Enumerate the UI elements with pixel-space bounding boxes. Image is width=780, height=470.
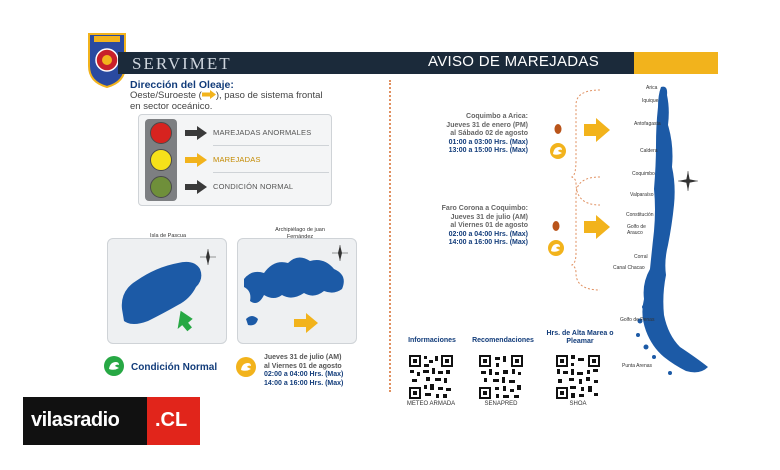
watermark-name: vilasradio xyxy=(31,409,120,431)
yellow-light-icon xyxy=(150,149,172,171)
yellow-arrow-icon xyxy=(584,118,610,142)
isla-de-pascua-map xyxy=(108,239,228,345)
qr-heading: Informaciones xyxy=(408,337,456,344)
juan-fernandez-schedule xyxy=(264,354,343,388)
zone-line: Jueves 31 de julio (AM) xyxy=(450,213,528,221)
city-label: Canal Chacao xyxy=(613,265,645,271)
traffic-light-icon xyxy=(145,119,177,201)
city-label: Punta Arenas xyxy=(622,363,653,369)
green-arrow-icon xyxy=(170,308,197,335)
yellow-arrow-icon xyxy=(185,153,207,167)
card-isla-de-pascua xyxy=(107,233,227,344)
buoy-marker-icon xyxy=(553,221,560,231)
city-label: Valparaíso xyxy=(630,192,654,198)
dark-arrow-icon xyxy=(185,126,207,140)
wave-swell-icon xyxy=(236,357,256,377)
qr-heading: Hrs. de Alta Marea o Pleamar xyxy=(546,330,614,345)
city-label: Coquimbo xyxy=(632,171,655,177)
legend-item-anormales xyxy=(185,125,327,141)
city-label: Arica xyxy=(646,85,658,91)
city-label: Iquique xyxy=(642,98,659,104)
city-label: Antofagasta xyxy=(634,121,661,127)
schedule-line: 14:00 a 16:00 Hrs. (Max) xyxy=(264,379,344,387)
city-label: Caldera xyxy=(640,148,658,154)
legend-label: MAREJADAS ANORMALES xyxy=(213,128,312,137)
legend-label: MAREJADAS xyxy=(213,155,261,164)
buoy-marker-icon xyxy=(555,124,562,134)
zone-line: Coquimbo a Arica: xyxy=(466,113,528,120)
direction-text-start: Oeste/Suroeste ( xyxy=(130,90,202,101)
page-title: AVISO DE MAREJADAS xyxy=(428,53,599,70)
green-light-icon xyxy=(150,176,172,198)
qr-heading: Recomendaciones xyxy=(472,337,534,344)
qr-footer: SENAPRED xyxy=(484,401,518,407)
legend-item-normal xyxy=(185,179,327,195)
schedule-line: Jueves 31 de julio (AM) xyxy=(264,354,342,361)
zone-faro-corona-coquimbo xyxy=(420,205,528,248)
direction-text-end: ), paso de sistema frontal en sector oceánico. xyxy=(130,90,323,112)
zone-line: al Viernes 01 de agosto xyxy=(450,222,528,229)
zone-line: 01:00 a 03:00 Hrs. (Max) xyxy=(448,138,528,146)
zone-coquimbo-arica xyxy=(420,113,528,156)
legend-box xyxy=(138,114,332,206)
brand-name: SERVIMET xyxy=(132,54,232,73)
card-juan-fernandez xyxy=(237,227,357,344)
zone-line: Jueves 31 de enero (PM) xyxy=(446,121,528,129)
watermark-tld: .CL xyxy=(155,409,188,431)
qr-footer: METEO ARMADA xyxy=(406,401,456,407)
legend-item-marejadas xyxy=(185,152,327,168)
zone-line: 14:00 a 16:00 Hrs. (Max) xyxy=(448,239,528,246)
header-accent xyxy=(634,52,718,74)
legend-label: CONDICIÓN NORMAL xyxy=(213,182,294,191)
schedule-line: 02:00 a 04:00 Hrs. (Max) xyxy=(264,371,344,378)
normal-condition-label: Condición Normal xyxy=(131,362,218,373)
qr-code-shoa[interactable] xyxy=(555,354,601,400)
zone-line: Faro Corona a Coquimbo: xyxy=(441,205,528,212)
legend-divider xyxy=(213,172,329,173)
qr-code-senapred[interactable] xyxy=(478,354,524,400)
city-label: Golfo de Arauco xyxy=(627,224,646,236)
vilasradio-watermark xyxy=(23,397,200,445)
zone-line: al Sábado 02 de agosto xyxy=(450,130,528,137)
schedule-line: al Viernes 01 de agosto xyxy=(264,362,342,370)
city-label: Constitución xyxy=(626,212,654,218)
city-label: Corral xyxy=(634,254,648,260)
juan-fernandez-map xyxy=(238,239,358,345)
direction-title: Dirección del Oleaje: xyxy=(130,79,234,91)
zone-line: 13:00 a 15:00 Hrs. (Max) xyxy=(448,147,528,154)
yellow-arrow-icon xyxy=(584,215,610,239)
dark-arrow-icon xyxy=(185,180,207,194)
card-title: Isla de Pascua xyxy=(149,233,187,239)
qr-code-meteo-armada[interactable] xyxy=(408,354,454,400)
direction-arrow-icon xyxy=(202,90,216,99)
red-light-icon xyxy=(150,122,172,144)
wave-normal-icon xyxy=(104,356,124,376)
card-title: Archipiélago de juan Fernández xyxy=(275,227,325,240)
legend-divider xyxy=(213,145,329,146)
column-divider xyxy=(389,80,391,392)
zone-line: 02:00 a 04:00 Hrs. (Max) xyxy=(448,230,528,238)
yellow-arrow-icon xyxy=(294,313,318,333)
direction-text xyxy=(130,90,330,112)
city-label: Golfo de Penas xyxy=(620,317,655,323)
qr-footer: SHOA xyxy=(569,401,587,407)
